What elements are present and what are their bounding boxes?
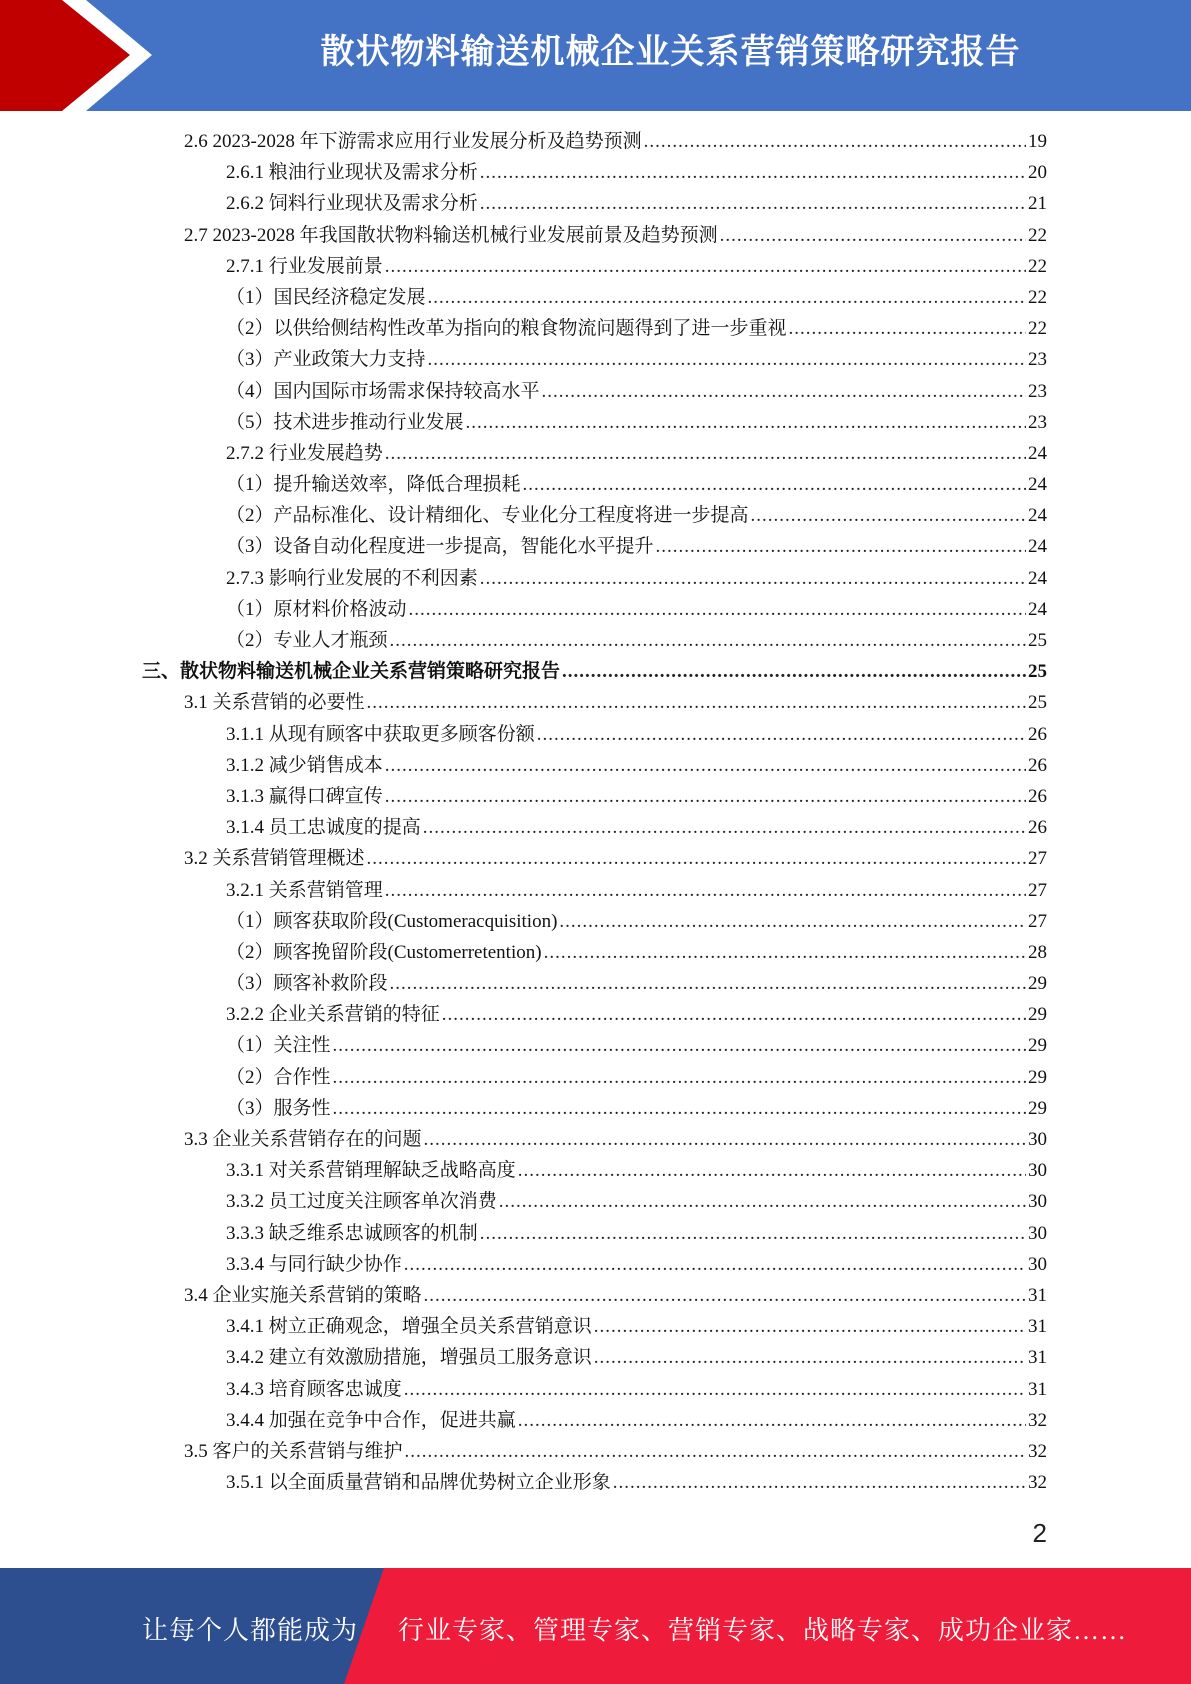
page-number: 2 [1032,1518,1047,1548]
toc-entry-page: 26 [1028,817,1047,839]
toc-dot-leader [751,500,1026,531]
toc-entry-page: 32 [1028,1409,1047,1431]
toc-entry-page: 30 [1028,1191,1047,1213]
toc-dot-leader [367,687,1026,718]
toc-entry-page: 26 [1028,723,1047,745]
toc-dot-leader [559,906,1026,937]
toc-dot-leader [518,1405,1026,1436]
toc-entry-page: 25 [1028,692,1047,714]
toc-dot-leader [594,1342,1026,1373]
toc-dot-leader [385,875,1026,906]
toc-entry[interactable] [0,1062,1191,1093]
toc-entry-title: 3.1.3 赢得口碑宣传 [226,785,383,807]
toc-entry[interactable] [0,906,1191,937]
toc-entry[interactable] [0,687,1191,718]
toc-entry-title: 3.2.2 企业关系营销的特征 [226,1004,440,1026]
toc-dot-leader [385,750,1026,781]
toc-entry-page: 26 [1028,754,1047,776]
toc-dot-leader [385,438,1026,469]
toc-entry[interactable] [0,344,1191,375]
toc-dot-leader [423,812,1026,843]
toc-entry-title: （3）顾客补救阶段 [226,973,388,995]
toc-entry-page: 24 [1028,536,1047,558]
toc-dot-leader [409,594,1026,625]
toc-entry-title: 3.4.3 培育顾客忠诚度 [226,1378,402,1400]
toc-entry[interactable] [0,843,1191,874]
toc-entry[interactable] [0,719,1191,750]
toc-entry-title: 2.7.2 行业发展趋势 [226,442,383,464]
toc-dot-leader [480,157,1026,188]
toc-entry-page: 31 [1028,1284,1047,1306]
toc-entry-page: 25 [1028,661,1047,683]
toc-entry-page: 30 [1028,1222,1047,1244]
toc-dot-leader [537,719,1026,750]
toc-entry-page: 30 [1028,1129,1047,1150]
toc-entry[interactable] [0,750,1191,781]
toc-entry-title: 2.6.1 粮油行业现状及需求分析 [226,162,478,184]
toc-entry-title: （2）合作性 [226,1066,331,1088]
toc-dot-leader [594,1311,1026,1342]
toc-entry[interactable] [0,1218,1191,1249]
toc-entry[interactable] [0,126,1191,157]
toc-entry-page: 29 [1028,1004,1047,1026]
toc-entry-title: 3.3.4 与同行缺少协作 [226,1253,402,1275]
toc-entry-page: 25 [1028,630,1047,651]
toc-dot-leader [720,220,1026,251]
toc-entry[interactable] [0,188,1191,219]
toc-entry-page: 22 [1028,318,1047,340]
toc-entry[interactable] [0,407,1191,438]
toc-entry-title: 3.3 企业关系营销存在的问题 [184,1129,422,1150]
toc-entry-title: 3.2 关系营销管理概述 [184,848,365,870]
toc-entry-page: 31 [1028,1347,1047,1369]
report-title: 散状物料输送机械企业关系营销策略研究报告 [320,32,1021,72]
toc-entry-title: （3）设备自动化程度进一步提高，智能化水平提升 [226,536,654,558]
toc-entry-title: 三、散状物料输送机械企业关系营销策略研究报告 [142,661,561,683]
toc-entry-title: （5）技术进步推动行业发展 [226,411,464,433]
toc-entry-title: （4）国内国际市场需求保持较高水平 [226,380,540,402]
toc-dot-leader [424,1280,1026,1311]
toc-entry-page: 24 [1028,505,1047,527]
toc-entry[interactable] [0,875,1191,906]
toc-entry[interactable] [0,1405,1191,1436]
toc-entry-title: （1）原材料价格波动 [226,598,407,620]
toc-entry-page: 21 [1028,193,1047,215]
toc-entry-title: （3）产业政策大力支持 [226,349,426,371]
toc-dot-leader [789,313,1026,344]
footer-slogan-left: 让每个人都能成为 [142,1616,359,1645]
toc-entry-title: 3.4.2 建立有效激励措施，增强员工服务意识 [226,1347,592,1369]
toc-dot-leader [544,937,1026,968]
toc-entry-page: 23 [1028,411,1047,433]
toc-entry[interactable] [0,999,1191,1030]
toc-entry[interactable] [0,500,1191,531]
toc-entry-page: 24 [1028,598,1047,620]
toc-entry-page: 24 [1028,442,1047,464]
toc-entry[interactable] [0,313,1191,344]
toc-entry-page: 19 [1028,131,1047,152]
toc-entry-page: 29 [1028,973,1047,995]
toc-dot-leader [480,563,1026,594]
toc-dot-leader [404,1374,1026,1405]
toc-dot-leader [466,407,1026,438]
toc-entry[interactable] [0,157,1191,188]
toc-entry[interactable] [0,656,1191,687]
toc-entry-page: 32 [1028,1440,1047,1462]
toc-entry-title: （2）专业人才瓶颈 [226,630,388,651]
toc-dot-leader [333,1030,1026,1061]
toc-entry-title: （2）顾客挽留阶段(Customerretention) [226,941,542,963]
toc-entry[interactable] [0,625,1191,656]
toc-dot-leader [405,1436,1026,1467]
toc-dot-leader [367,843,1026,874]
toc-dot-leader [499,1186,1026,1217]
toc-entry-page: 32 [1028,1472,1047,1494]
toc-entry-title: （1）顾客获取阶段(Customeracquisition) [226,910,558,932]
toc-dot-leader [385,251,1026,282]
toc-entry[interactable] [0,1093,1191,1124]
toc-entry[interactable] [0,1280,1191,1311]
toc-dot-leader [480,1218,1026,1249]
toc-entry-page: 23 [1028,349,1047,371]
toc-entry-title: （1）提升输送效率，降低合理损耗 [226,474,521,496]
toc-entry-page: 22 [1028,224,1047,246]
toc-entry-page: 28 [1028,941,1047,963]
toc-entry-title: 3.2.1 关系营销管理 [226,879,383,901]
toc-dot-leader [385,781,1026,812]
toc-entry-title: 2.7.3 影响行业发展的不利因素 [226,567,478,589]
toc-dot-leader [523,469,1026,500]
toc-entry[interactable] [0,1311,1191,1342]
toc-entry-page: 29 [1028,1035,1047,1057]
toc-entry-title: 3.5 客户的关系营销与维护 [184,1440,403,1462]
toc-entry[interactable] [0,469,1191,500]
toc-entry[interactable] [0,220,1191,251]
toc-entry-page: 27 [1028,879,1047,901]
toc-dot-leader [542,376,1026,407]
toc-entry[interactable] [0,1030,1191,1061]
toc-entry[interactable] [0,1186,1191,1217]
toc-dot-leader [333,1062,1026,1093]
toc-entry[interactable] [0,1342,1191,1373]
toc-entry[interactable] [0,531,1191,562]
toc-entry-title: 3.1.4 员工忠诚度的提高 [226,817,421,839]
toc-entry-title: （3）服务性 [226,1097,331,1119]
toc-entry[interactable] [0,594,1191,625]
toc-entry[interactable] [0,1124,1191,1155]
toc-dot-leader [428,344,1026,375]
toc-entry-page: 27 [1028,848,1047,870]
toc-entry-title: 2.7.1 行业发展前景 [226,255,383,277]
footer-slogan-right: 行业专家、管理专家、营销专家、战略专家、成功企业家…… [398,1616,1128,1645]
toc-entry-page: 30 [1028,1160,1047,1182]
toc-entry-page: 30 [1028,1253,1047,1275]
toc-entry-page: 31 [1028,1378,1047,1400]
toc-entry-title: 3.4.4 加强在竞争中合作，促进共赢 [226,1409,516,1431]
toc-entry-title: 3.4 企业实施关系营销的策略 [184,1284,422,1306]
toc-entry-page: 20 [1028,162,1047,184]
toc-entry-page: 24 [1028,567,1047,589]
toc-entry[interactable] [0,812,1191,843]
toc-entry-title: （2）产品标准化、设计精细化、专业化分工程度将进一步提高 [226,505,749,527]
toc-dot-leader [404,1249,1026,1280]
toc-entry[interactable] [0,1155,1191,1186]
toc-entry[interactable] [0,438,1191,469]
toc-entry-page: 29 [1028,1097,1047,1119]
toc-entry[interactable] [0,937,1191,968]
toc-dot-leader [390,625,1026,656]
toc-entry-title: 2.7 2023-2028 年我国散状物料输送机械行业发展前景及趋势预测 [184,224,718,246]
toc-entry-title: （1）国民经济稳定发展 [226,286,426,308]
toc-dot-leader [424,1124,1026,1155]
toc-entry[interactable] [0,282,1191,313]
toc-entry-page: 31 [1028,1316,1047,1338]
toc-entry-title: 3.3.3 缺乏维系忠诚顾客的机制 [226,1222,478,1244]
toc-entry-title: 2.6 2023-2028 年下游需求应用行业发展分析及趋势预测 [184,131,642,152]
toc-entry[interactable] [0,1467,1191,1498]
toc-dot-leader [442,999,1026,1030]
toc-entry[interactable] [0,1249,1191,1280]
toc-entry-page: 22 [1028,255,1047,277]
toc-entry-title: 3.3.1 对关系营销理解缺乏战略高度 [226,1160,516,1182]
toc-dot-leader [613,1467,1026,1498]
toc-entry[interactable] [0,251,1191,282]
toc-entry[interactable] [0,968,1191,999]
toc-entry[interactable] [0,563,1191,594]
toc-dot-leader [562,656,1026,687]
toc-entry-page: 24 [1028,474,1047,496]
toc-dot-leader [518,1155,1026,1186]
toc-entry-page: 29 [1028,1066,1047,1088]
toc-dot-leader [644,126,1026,157]
toc-entry-page: 26 [1028,785,1047,807]
toc-entry-title: （2）以供给侧结构性改革为指向的粮食物流问题得到了进一步重视 [226,318,787,340]
toc-entry-title: 3.1 关系营销的必要性 [184,692,365,714]
toc-entry-title: 3.3.2 员工过度关注顾客单次消费 [226,1191,497,1213]
table-of-contents [0,126,1191,1498]
page-header [0,0,1191,111]
page-footer [0,1568,1191,1684]
toc-dot-leader [656,531,1026,562]
toc-entry-page: 23 [1028,380,1047,402]
toc-dot-leader [333,1093,1026,1124]
toc-entry-title: 3.1.2 减少销售成本 [226,754,383,776]
toc-entry[interactable] [0,1436,1191,1467]
toc-entry-title: 3.4.1 树立正确观念，增强全员关系营销意识 [226,1316,592,1338]
toc-entry-page: 22 [1028,286,1047,308]
toc-entry-title: 3.1.1 从现有顾客中获取更多顾客份额 [226,723,535,745]
toc-dot-leader [480,188,1026,219]
toc-entry-title: 3.5.1 以全面质量营销和品牌优势树立企业形象 [226,1472,611,1494]
toc-dot-leader [428,282,1026,313]
toc-entry-title: 2.6.2 饲料行业现状及需求分析 [226,193,478,215]
toc-entry[interactable] [0,1374,1191,1405]
toc-entry-page: 27 [1028,910,1047,932]
toc-entry-title: （1）关注性 [226,1035,331,1057]
toc-dot-leader [390,968,1026,999]
toc-entry[interactable] [0,376,1191,407]
toc-entry[interactable] [0,781,1191,812]
